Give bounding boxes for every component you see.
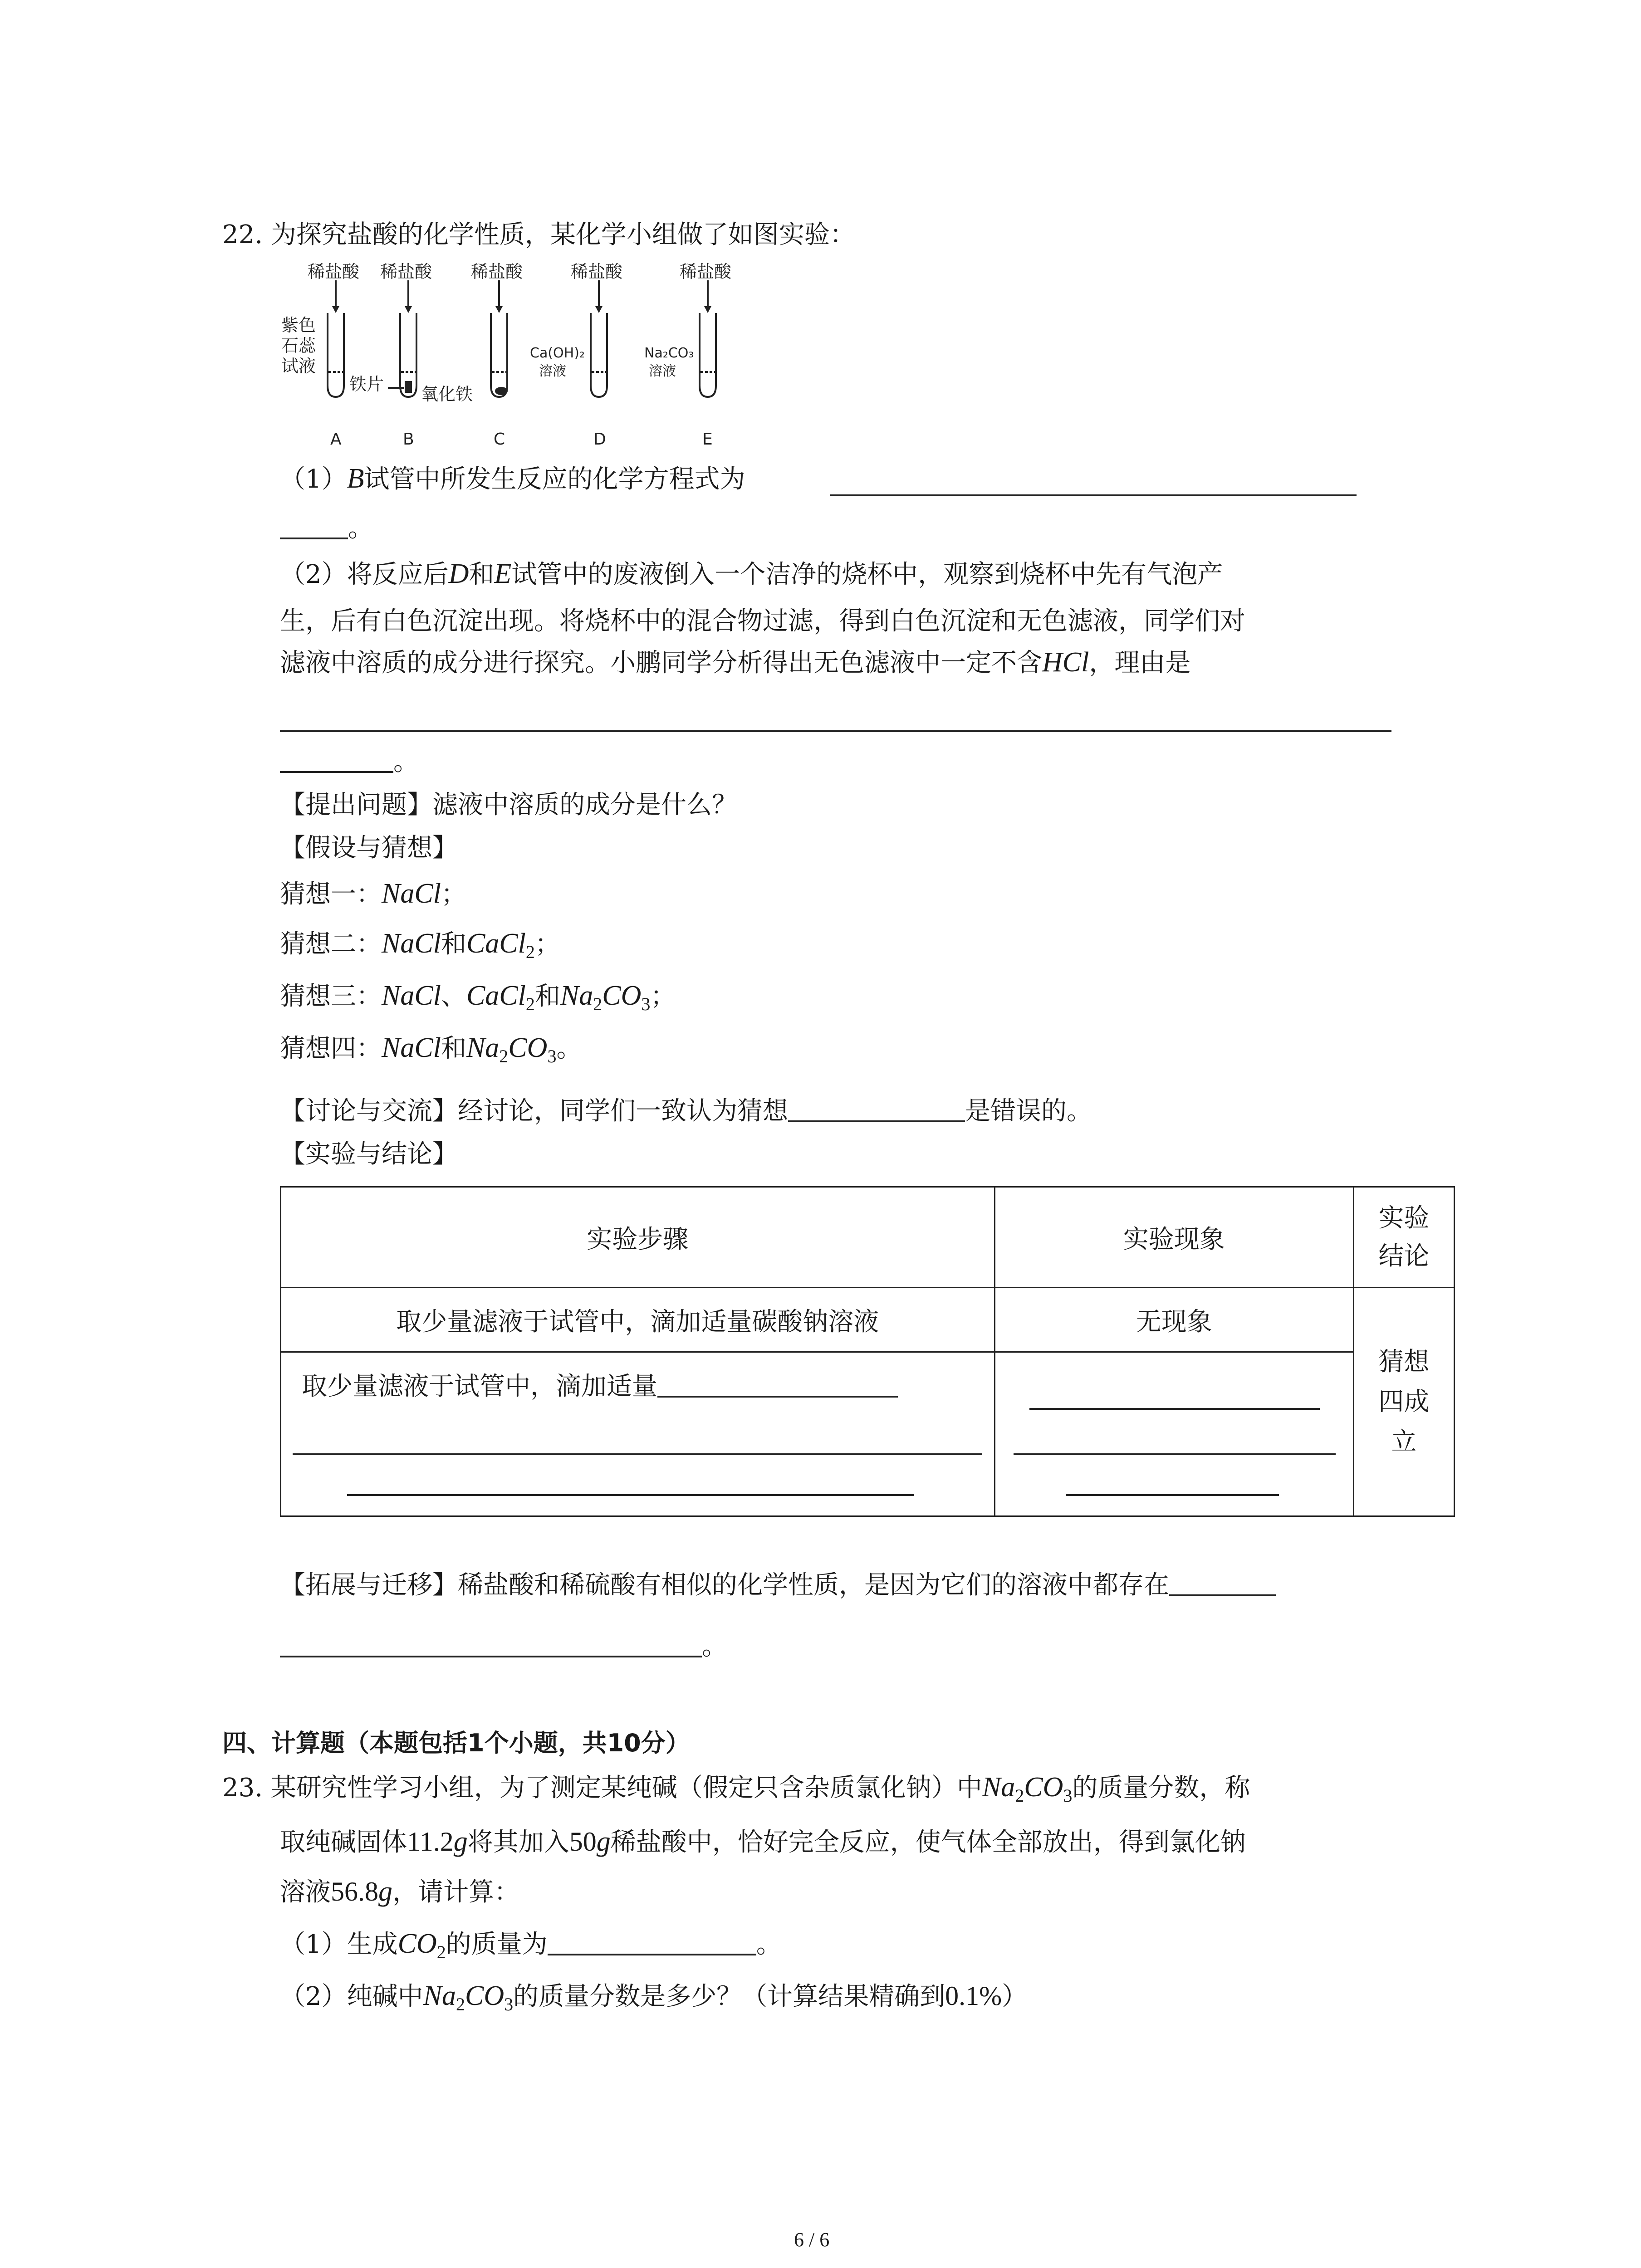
answer-blank-reason-2[interactable] (280, 744, 393, 773)
answer-blank-co2-mass[interactable] (548, 1926, 756, 1955)
row2-step: 取少量滤液于试管中，滴加适量 (281, 1352, 995, 1516)
row2-phenomenon (994, 1352, 1353, 1516)
conclusion-cell: 猜想 四成 立 (1353, 1288, 1454, 1516)
iron-oxide-label: 氧化铁 (421, 384, 473, 404)
section-title: 四、计算题（本题包括1个小题，共10分） (222, 1729, 690, 1757)
experiment-figure (272, 259, 771, 454)
q23-part1: （1）生成$CO_2$的质量为 。 (280, 1926, 782, 1970)
acid-label-e: 稀盐酸 (680, 262, 732, 282)
tube-label-e: E (702, 430, 713, 449)
q23-line1: 23. 某研究性学习小组，为了测定某纯碱（假定只含杂质氯化钠）中$Na_2CO_3$的质量分数，称 (222, 1772, 1250, 1806)
q22-part2-line2: 生，后有白色沉淀出现。将烧杯中的混合物过滤，得到白色沉淀和无色滤液，同学们对 (280, 606, 1245, 636)
answer-blank-phenomenon-1[interactable] (1029, 1408, 1320, 1410)
acid-label-b: 稀盐酸 (380, 262, 432, 282)
iron-oxide-solid (495, 387, 508, 395)
answer-blank-phenomenon-3[interactable] (1066, 1494, 1279, 1496)
page-number: 6 / 6 (794, 2229, 830, 2251)
na2co3-solution-label: 溶液 (649, 363, 676, 379)
tube-label-b: B (403, 430, 414, 449)
q23-line3: 溶液56.8g，请计算： (280, 1876, 519, 1907)
discussion-line: 【讨论与交流】经讨论，同学们一致认为猜想 是错误的。 (280, 1093, 1092, 1129)
acid-label-c: 稀盐酸 (471, 262, 523, 282)
q22-part2-line3: 滤液中溶质的成分进行探究。小鹏同学分析得出无色滤液中一定不含HCl，理由是 (280, 647, 1191, 678)
q22-part1-end: 。 (280, 510, 373, 547)
experiment-table (280, 1186, 1455, 1517)
hypothesis-2: 猜想二：NaCl和CaCl$_2$； (280, 928, 560, 962)
answer-blank-reagent-1[interactable] (657, 1369, 898, 1398)
answer-blank-ion-1[interactable] (1169, 1567, 1276, 1596)
caoh2-solution-label: 溶液 (539, 363, 566, 379)
q22-part2-line1: （2）将反应后D和E试管中的废液倒入一个洁净的烧杯中，观察到烧杯中先有气泡产 (280, 558, 1223, 589)
header-conclusion: 实验 结论 (1353, 1187, 1454, 1288)
row1-step: 取少量滤液于试管中，滴加适量碳酸钠溶液 (281, 1288, 995, 1352)
question-number: 23. (222, 1773, 263, 1803)
litmus-label-3: 试液 (281, 356, 316, 376)
answer-blank-wrong-hypothesis[interactable] (788, 1093, 965, 1122)
litmus-label-1: 紫色 (281, 315, 316, 335)
hypothesis-title: 【假设与猜想】 (280, 833, 458, 863)
answer-blank-equation-1[interactable] (830, 494, 1357, 496)
q22-part1: （1）B试管中所发生反应的化学方程式为 (280, 463, 745, 494)
answer-blank-phenomenon-2[interactable] (1014, 1453, 1336, 1455)
q22-part2-end: 。 (280, 744, 419, 780)
answer-blank-reagent-2[interactable] (293, 1453, 982, 1455)
iron-label: 铁片 (349, 374, 384, 394)
question-number: 22. (222, 220, 263, 249)
q23-line2: 取纯碱固体11.2g将其加入50g稀盐酸中，恰好完全反应，使气体全部放出，得到氯化钠 (280, 1826, 1246, 1857)
q23-part2: （2）纯碱中$Na_2CO_3$的质量分数是多少？（计算结果精确到0.1%） (280, 1980, 1028, 2014)
tube-label-d: D (593, 430, 606, 449)
ask-question: 【提出问题】滤液中溶质的成分是什么？ (280, 790, 737, 820)
litmus-label-2: 石蕊 (281, 336, 316, 356)
answer-blank-equation-2[interactable] (280, 510, 348, 539)
iron-strip (405, 381, 412, 393)
header-phenomenon: 实验现象 (994, 1187, 1353, 1288)
tube-label-a: A (330, 430, 342, 449)
acid-label-d: 稀盐酸 (571, 262, 623, 282)
test-tube-a (328, 313, 344, 397)
question-stem: 为探究盐酸的化学性质，某化学小组做了如图实验： (270, 220, 855, 249)
tube-label-c: C (494, 430, 505, 449)
experiment-title: 【实验与结论】 (280, 1139, 458, 1169)
row1-phenomenon: 无现象 (994, 1288, 1353, 1352)
answer-blank-reagent-3[interactable] (347, 1494, 914, 1496)
na2co3-label: Na₂CO₃ (644, 345, 694, 361)
answer-blank-ion-2[interactable] (280, 1628, 702, 1657)
header-step: 实验步骤 (281, 1187, 995, 1288)
question-22-stem (222, 217, 855, 253)
extension-end: 。 (280, 1628, 727, 1665)
hypothesis-4: 猜想四：NaCl和$Na_2CO_3$。 (280, 1032, 582, 1066)
test-tube-d (591, 313, 607, 397)
caoh2-label: Ca(OH)₂ (530, 345, 585, 361)
hypothesis-3: 猜想三：NaCl、CaCl$_2$和$Na_2CO_3$； (280, 980, 676, 1014)
extension-line: 【拓展与迁移】稀盐酸和稀硫酸有相似的化学性质，是因为它们的溶液中都存在 (280, 1567, 1276, 1603)
answer-blank-reason-1[interactable] (280, 730, 1391, 732)
test-tube-c (491, 313, 507, 397)
acid-label-a: 稀盐酸 (308, 262, 360, 282)
hypothesis-1: 猜想一：NaCl； (280, 878, 466, 909)
test-tube-e (700, 313, 716, 397)
